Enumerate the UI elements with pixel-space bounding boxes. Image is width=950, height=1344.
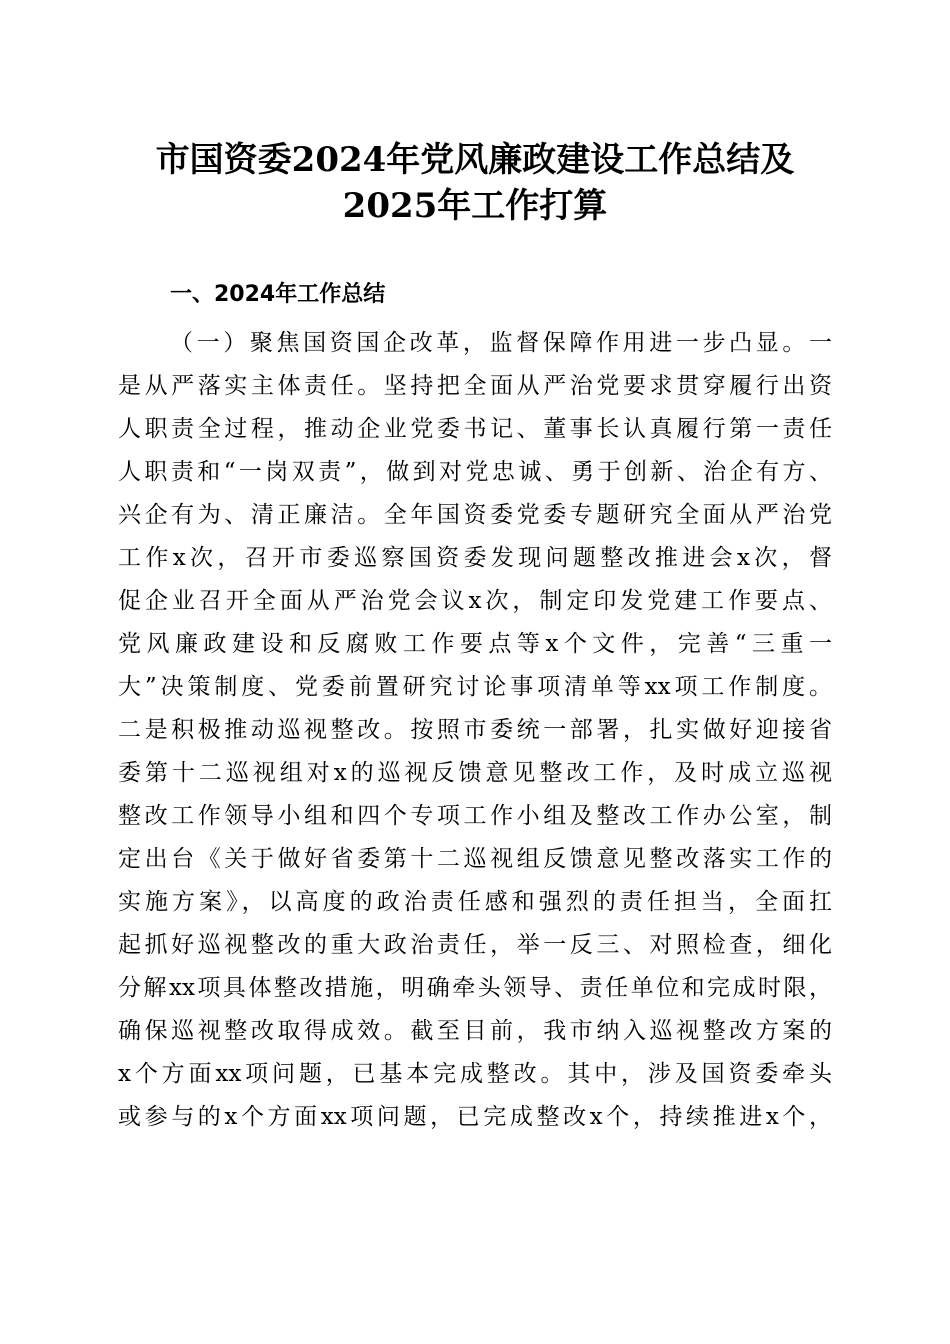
paragraph-line: x个方面xx项问题，已基本完成整改。其中，涉及国资委牵头 <box>118 1061 832 1087</box>
paragraph-line: 定出台《关于做好省委第十二巡视组反馈意见整改落实工作的 <box>118 846 832 872</box>
paragraph-line: 委第十二巡视组对x的巡视反馈意见整改工作，及时成立巡视 <box>118 760 832 786</box>
paragraph-line: 起抓好巡视整改的重大政治责任，举一反三、对照检查，细化 <box>118 932 832 958</box>
paragraph-line: 党风廉政建设和反腐败工作要点等x个文件，完善“三重一 <box>118 631 832 657</box>
paragraph-line: 兴企有为、清正廉洁。全年国资委党委专题研究全面从严治党 <box>118 502 832 528</box>
section-heading: 一、2024年工作总结 <box>170 282 386 307</box>
paragraph-line: 大”决策制度、党委前置研究讨论事项清单等xx项工作制度。 <box>118 674 832 700</box>
paragraph-line: 人职责全过程，推动企业党委书记、董事长认真履行第一责任 <box>118 416 832 442</box>
paragraph-line: 或参与的x个方面xx项问题，已完成整改x个，持续推进x个， <box>118 1104 832 1130</box>
paragraph-line: 工作x次，召开市委巡察国资委发现问题整改推进会x次，督 <box>118 545 832 571</box>
paragraph-line: 实施方案》，以高度的政治责任感和强烈的责任担当，全面扛 <box>118 889 832 915</box>
paragraph-line: 整改工作领导小组和四个专项工作小组及整改工作办公室，制 <box>118 803 832 829</box>
paragraph-line: 二是积极推动巡视整改。按照市委统一部署，扎实做好迎接省 <box>118 717 832 743</box>
document-title-line-1: 市国资委2024年党风廉政建设工作总结及 <box>155 140 795 180</box>
paragraph-line: 确保巡视整改取得成效。截至目前，我市纳入巡视整改方案的 <box>118 1018 832 1044</box>
paragraph-line: 人职责和“一岗双责”，做到对党忠诚、勇于创新、治企有方、 <box>118 459 832 485</box>
paragraph-line: 分解xx项具体整改措施，明确牵头领导、责任单位和完成时限， <box>118 975 832 1001</box>
paragraph-line: 是从严落实主体责任。坚持把全面从严治党要求贯穿履行出资 <box>118 373 832 399</box>
paragraph-line: 促企业召开全面从严治党会议x次，制定印发党建工作要点、 <box>118 588 832 614</box>
paragraph-line: （一）聚焦国资国企改革，监督保障作用进一步凸显。一 <box>170 330 832 356</box>
document-title-line-2: 2025年工作打算 <box>342 186 608 226</box>
